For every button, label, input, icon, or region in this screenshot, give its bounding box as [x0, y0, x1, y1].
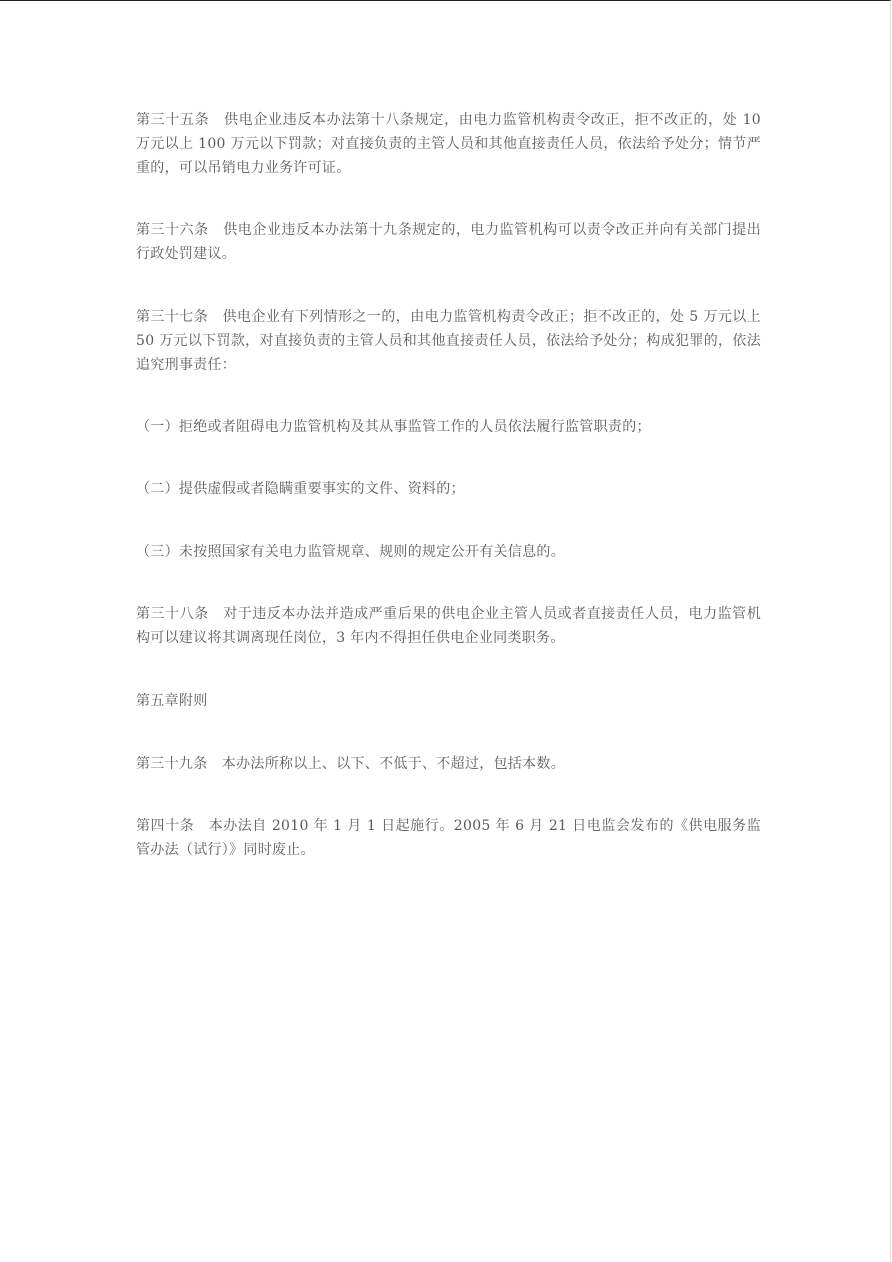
chapter-5-heading: 第五章附则	[136, 693, 208, 709]
article-37-item-1: （一）拒绝或者阻碍电力监管机构及其从事监管工作的人员依法履行监管职责的；	[136, 419, 651, 435]
article-36-paragraph: 第三十六条 供电企业违反本办法第十九条规定的，电力监管机构可以责令改正并向有关部门提出行政处罚建议。	[136, 222, 761, 262]
article-37-item-3: （三）未按照国家有关电力监管规章、规则的规定公开有关信息的。	[136, 544, 565, 560]
article-38-paragraph: 第三十八条 对于违反本办法并造成严重后果的供电企业主管人员或者直接责任人员，电力监管机构可以建议将其调离现任岗位，3 年内不得担任供电企业同类职务。	[136, 606, 761, 646]
article-37-item-2: （二）提供虚假或者隐瞒重要事实的文件、资料的；	[136, 481, 465, 497]
article-35-paragraph: 第三十五条 供电企业违反本办法第十八条规定，由电力监管机构责令改正，拒不改正的，处 10 万元以上 100 万元以下罚款；对直接负责的主管人员和其他直接责任人员，依法给予处分；情节严重的，可以吊销电力业务许可证。	[136, 112, 761, 176]
article-40-paragraph: 第四十条 本办法自 2010 年 1 月 1 日起施行。2005 年 6 月 21 日电监会发布的《供电服务监管办法（试行）》同时废止。	[136, 818, 761, 858]
article-39-paragraph: 第三十九条 本办法所称以上、以下、不低于、不超过，包括本数。	[136, 756, 565, 772]
article-37-paragraph: 第三十七条 供电企业有下列情形之一的，由电力监管机构责令改正；拒不改正的，处 5 万元以上 50 万元以下罚款，对直接负责的主管人员和其他直接责任人员，依法给予处分；构成犯罪的，依法追究刑事责任：	[136, 309, 761, 373]
